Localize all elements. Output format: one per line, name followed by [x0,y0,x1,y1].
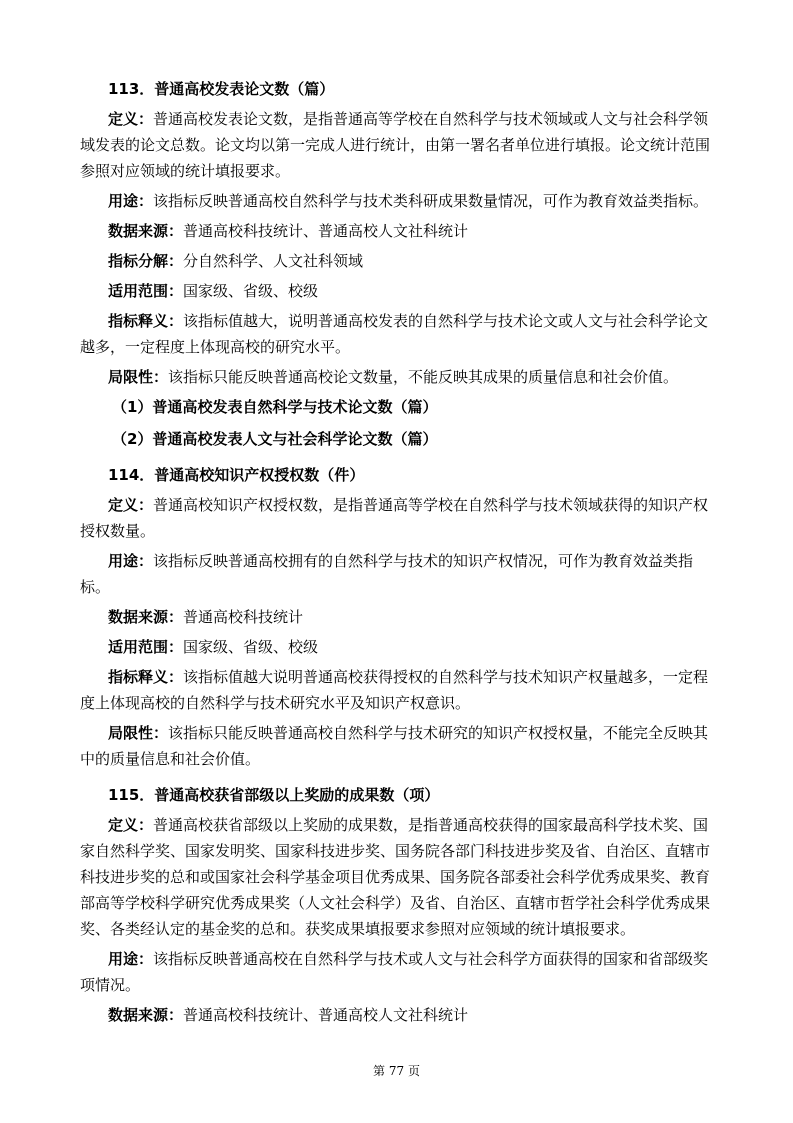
para-text: 国家级、省级、校级 [183,282,319,300]
para-label: 数据来源： [108,1006,184,1024]
document-page [80,76,720,1032]
section-114 [80,462,720,772]
sub-indicator: （2）普通高校发表人文与社会科学论文数（篇） [112,430,438,448]
para-label: 用途： [108,552,154,570]
para-text: 普通高校科技统计、普通高校人文社科统计 [183,222,469,240]
para-label: 用途： [108,950,154,968]
para-text: 普通高校获省部级以上奖励的成果数，是指普通高校获得的国家最高科学技术奖、国家自然科学奖、国家发明奖、国家科技进步奖、国务院各部门科技进步奖及省、自治区、直辖市科技进步奖的总和或国家社会科学基金项目优秀成果、国务院各部委社会科学优秀成果奖、教育部高等学校科学研究优秀成果奖（人文社会科学）及省、自治区、直辖市哲学社会科学优秀成果奖、各类经认定的基金奖的总和。获奖成果填报要求参照对应领域的统计填报要求。 [80,816,711,938]
limitation-para [80,720,720,772]
scope-para [80,634,720,660]
interpretation-para [80,308,720,360]
interpretation-para [80,664,720,716]
section-113 [80,76,720,452]
para-label: 定义： [108,816,154,834]
section-115 [80,782,720,1028]
scope-para [80,278,720,304]
para-text: 国家级、省级、校级 [183,638,319,656]
para-text: 该指标只能反映普通高校论文数量，不能反映其成果的质量信息和社会价值。 [168,368,679,386]
para-label: 适用范围： [108,282,184,300]
para-label: 适用范围： [108,638,184,656]
para-label: 指标分解： [108,252,184,270]
para-label: 定义： [108,496,154,514]
para-label: 数据来源： [108,222,184,240]
data-source-para [80,1002,720,1028]
para-text: 该指标值越大说明普通高校获得授权的自然科学与技术知识产权量越多，一定程度上体现高校的自然科学与技术研究水平及知识产权意识。 [80,668,709,712]
page-number: 第 77 页 [373,1064,420,1078]
para-label: 指标释义： [108,668,184,686]
para-label: 用途： [108,192,154,210]
para-label: 数据来源： [108,608,184,626]
data-source-para [80,218,720,244]
limitation-para [80,364,720,390]
para-label: 局限性： [108,724,169,742]
para-text: 分自然科学、人文社科领域 [183,252,364,270]
sub-indicator: （1）普通高校发表自然科学与技术论文数（篇） [112,398,438,416]
section-heading: 115．普通高校获省部级以上奖励的成果数（项） [108,786,440,804]
para-label: 局限性： [108,368,169,386]
usage-para [80,188,720,214]
section-heading: 113．普通高校发表论文数（篇） [108,80,335,98]
definition-para [80,492,720,544]
para-text: 该指标只能反映普通高校自然科学与技术研究的知识产权授权量，不能完全反映其中的质量信息和社会价值。 [80,724,709,768]
para-text: 普通高校知识产权授权数，是指普通高等学校在自然科学与技术领域获得的知识产权授权数量。 [80,496,709,540]
para-text: 该指标反映普通高校自然科学与技术类科研成果数量情况，可作为教育效益类指标。 [153,192,709,210]
para-text: 普通高校科技统计 [183,608,304,626]
data-source-para [80,604,720,630]
definition-para [80,812,720,942]
para-text: 该指标值越大，说明普通高校发表的自然科学与技术论文或人文与社会科学论文越多，一定程度上体现高校的研究水平。 [80,312,709,356]
para-text: 普通高校发表论文数，是指普通高等学校在自然科学与技术领域或人文与社会科学领域发表的论文总数。论文均以第一完成人进行统计，由第一署名者单位进行填报。论文统计范围参照对应领域的统计填报要求。 [80,110,711,180]
para-text: 该指标反映普通高校在自然科学与技术或人文与社会科学方面获得的国家和省部级奖项情况。 [80,950,709,994]
breakdown-para [80,248,720,274]
para-label: 指标释义： [108,312,184,330]
usage-para [80,548,720,600]
para-text: 该指标反映普通高校拥有的自然科学与技术的知识产权情况，可作为教育效益类指标。 [80,552,694,596]
section-heading: 114．普通高校知识产权授权数（件） [108,466,365,484]
definition-para [80,106,720,184]
para-text: 普通高校科技统计、普通高校人文社科统计 [183,1006,469,1024]
usage-para [80,946,720,998]
para-label: 定义： [108,110,154,128]
